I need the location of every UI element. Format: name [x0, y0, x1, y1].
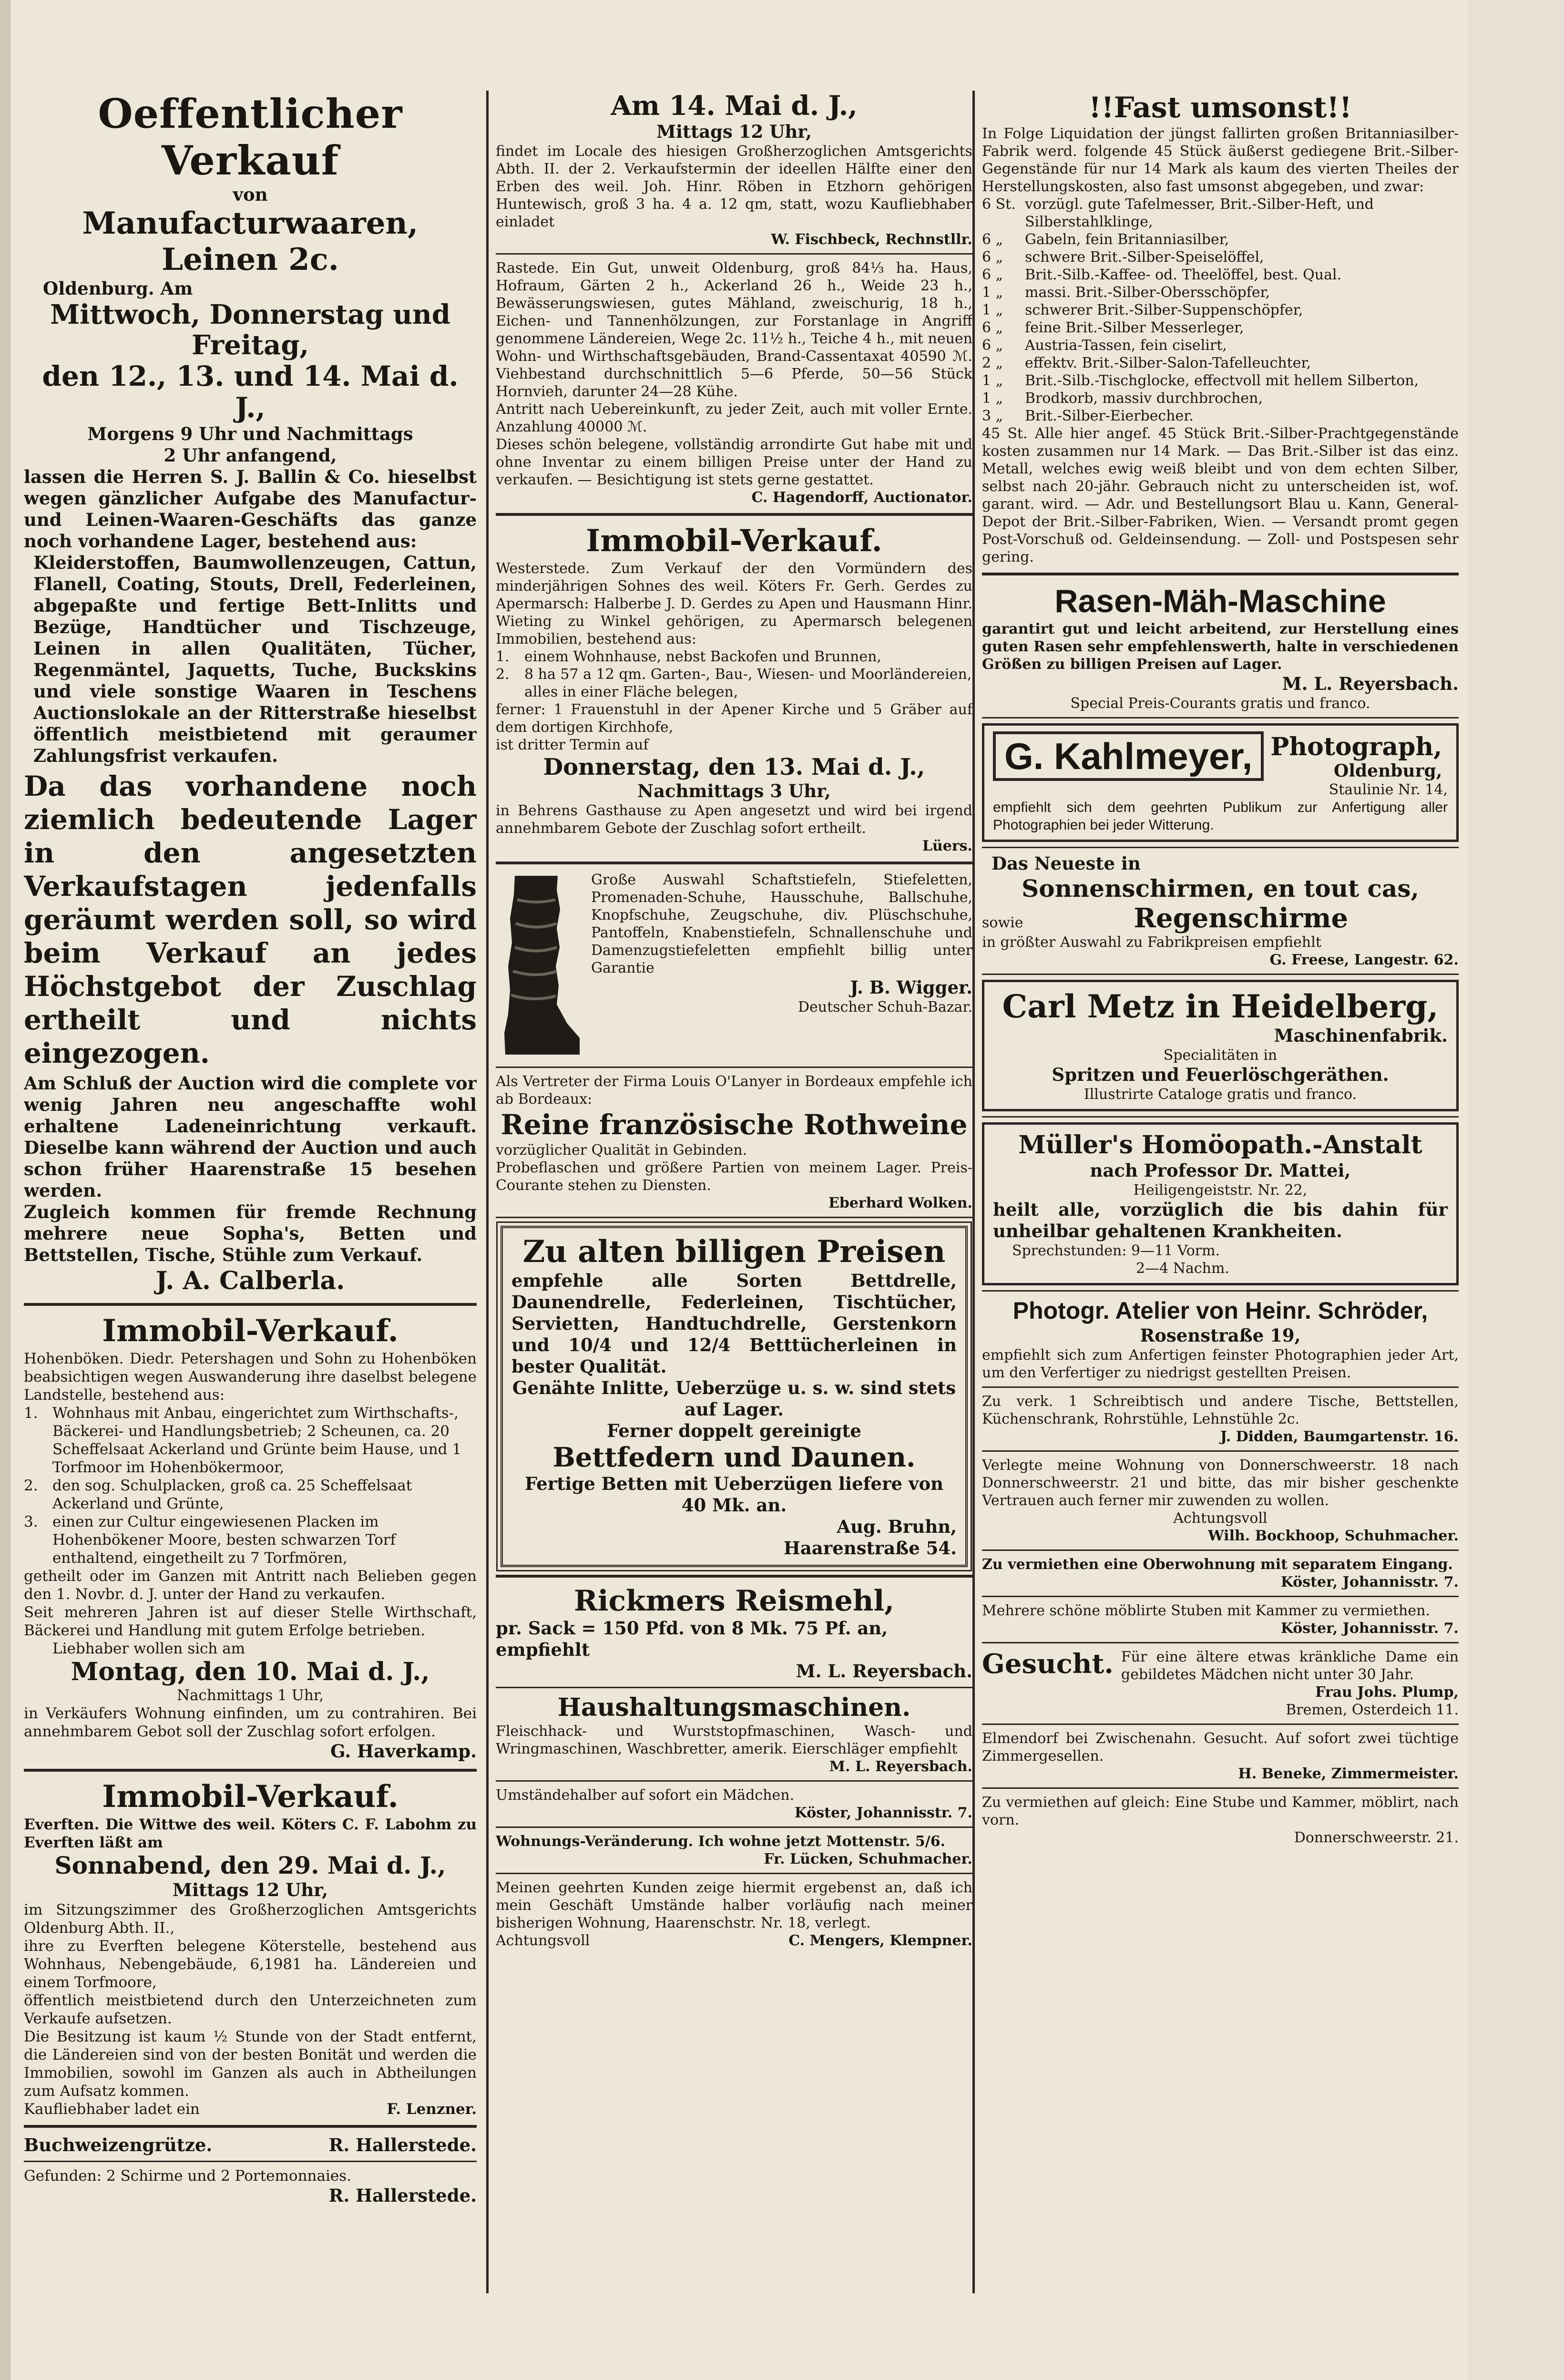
ad-signature: Köster, Johannisstr. 7.	[1280, 1620, 1459, 1637]
column-rule	[972, 91, 975, 2293]
ad-big-text: Bettfedern und Daunen.	[552, 1442, 916, 1473]
ad-body: In Folge Liquidation der jüngst fallirten großen Britanniasilber-Fabrik werd. folgende 45 Stück äußerst gediegene Brit.-Silber-Gegenstände für nur 14 Mark als kaum des vierten Theiles der Herstellungskosten, also fast umsonst abgegeben, und zwar:	[982, 125, 1459, 195]
list-item: 2 „ effektv. Brit.-Silber-Salon-Tafelleuchter,	[982, 355, 1311, 371]
ad-body: lassen die Herren S. J. Ballin & Co. hieselbst wegen gänzlicher Aufgabe des Manufactur- und Leinen-Waaren-Geschäfts das ganze noch vorhandene Lager, bestehend aus:	[24, 466, 477, 552]
ad-signature: Lüers.	[922, 838, 972, 854]
ad-body: Seit mehreren Jahren ist auf dieser Stelle Wirthschaft, Bäckerei und Handlung mit gutem Erfolge betrieben.	[24, 1604, 477, 1639]
ad-body: empfiehlt sich zum Anfertigen feinster Photographien jeder Art, um den Verfertiger zu niedrigst gestellten Preisen.	[982, 1347, 1459, 1381]
ad-separator	[982, 1450, 1459, 1452]
ad-title: Haushaltungsmaschinen.	[557, 1693, 911, 1722]
ad-signature: Köster, Johannisstr. 7.	[1280, 1574, 1459, 1590]
ad-text: Achtungsvoll	[1173, 1510, 1268, 1527]
ad-gesucht-maedchen	[982, 1648, 1459, 1719]
binding-edge	[0, 0, 10, 2380]
ad-gefunden	[24, 2167, 477, 2206]
ad-title: Zu alten billigen Preisen	[522, 1234, 946, 1270]
ad-stube-kammer	[982, 1794, 1459, 1847]
ad-body: Rastede. Ein Gut, unweit Oldenburg, groß 84⅓ ha. Haus, Hofraum, Gärten 2 h., Ackerland 26 h., Weide 23 h., Bewässerungswiesen, gutes Mähland, zweischurig, 18 h., Eichen- und Tannenhölzungen, zur Forstanlage in Angriff genommene Ländereien, Wege 2c. 11½ h., Teiche 4 h., mit neuen Wohn- und Wirthschaftsgebäuden, Brand-Cassentaxat 40590 ℳ. Viehbestand durchschnittlich 5—6 Pferde, 50—56 Stück Hornvieh, darunter 24—28 Kühe.	[496, 260, 972, 400]
ad-dates: den 12., 13. und 14. Mai d. J.,	[42, 360, 459, 424]
ad-hours: Sprechstunden: 9—11 Vorm.	[1012, 1242, 1220, 1259]
ad-moebel-verkauf	[982, 1393, 1459, 1446]
page-margin	[1468, 0, 1564, 2380]
ad-subtitle: nach Professor Dr. Mattei,	[1090, 1160, 1351, 1181]
business-name: G. Kahlmeyer,	[993, 731, 1264, 781]
ad-rastede-gut	[496, 259, 972, 506]
ad-signature: J. B. Wigger.	[850, 977, 972, 998]
ad-signature: M. L. Reyersbach.	[1282, 673, 1459, 694]
ad-separator	[496, 1575, 972, 1578]
ad-body: empfehle alle Sorten Bettdrelle, Daunendrelle, Federleinen, Tischtücher, Servietten, Handtuchdrelle, Gerstenkorn und 10/4 und 12/4 Betttücherleinen in bester Qualität.	[511, 1270, 957, 1377]
ad-address: Haarenstraße 54.	[783, 1538, 957, 1559]
list-item: 1 „ Brit.-Silb.-Tischglocke, effectvoll mit hellem Silberton,	[982, 372, 1419, 389]
ad-buchweizen: Buchweizengrütze. R. Hallerstede.	[24, 2134, 477, 2155]
ad-separator	[496, 253, 972, 255]
ad-body: Fleischhack- und Wurststopfmaschinen, Wasch- und Wringmaschinen, Waschbretter, amerik. Eierschläger empfiehlt	[496, 1723, 972, 1757]
ad-separator	[982, 1549, 1459, 1551]
list-item: 2. den sog. Schulplacken, groß ca. 25 Scheffelsaat Ackerland und Grünte,	[24, 1477, 412, 1512]
ad-kahlmeyer-photograph	[982, 723, 1459, 842]
ad-body: im Sitzungszimmer des Großherzoglichen Amtsgerichts Oldenburg Abth. II.,	[24, 1901, 477, 1937]
ad-body: Umständehalber auf sofort ein Mädchen.	[496, 1787, 795, 1804]
ad-body: Kleiderstoffen, Baumwollenzeugen, Cattun, Flanell, Coating, Stouts, Drell, Federleinen, abgepaßte und fertige Bett-Inlitts und Bezüge, Handtücher und Tischzeuge, Leinen in allen Qualitäten, Tücher, Regenmäntel, Jaquetts, Tuche, Buckskins und viele sonstige Waaren in Teschens Auctionslokale an der Ritterstraße hieselbst öffentlich meistbietend mit geraumer Zahlungsfrist verkaufen.	[33, 552, 477, 766]
ad-date: Sonnabend, den 29. Mai d. J.,	[54, 1851, 446, 1879]
ad-wohnungs-veraenderung	[496, 1833, 972, 1868]
ad-haushaltungsmaschinen	[496, 1693, 972, 1775]
ad-manufactur-auction	[24, 91, 477, 1296]
ad-title: Rasen-Mäh-Maschine	[1054, 583, 1386, 619]
ad-address: Heiligengeiststr. Nr. 22,	[1133, 1182, 1308, 1199]
ad-text: sowie	[982, 914, 1023, 931]
ad-body: garantirt gut und leicht arbeitend, zur Herstellung eines guten Rasen sehr empfehlenswerth, halte in verschiedenen Größen zu billigen Preisen auf Lager.	[982, 621, 1459, 673]
ad-separator	[982, 974, 1459, 975]
ad-signature: W. Fischbeck, Rechnstllr.	[771, 231, 972, 248]
ad-title: Photogr. Atelier von Heinr. Schröder,	[1012, 1297, 1428, 1324]
item-list	[24, 1404, 477, 1567]
list-item: 6 „ schwere Brit.-Silber-Speiselöffel,	[982, 249, 1264, 266]
ad-body: Dieses schön belegene, vollständig arrondirte Gut habe mit und ohne Inventar zu einem billigen Preise unter der Hand zu verkaufen. — Besichtigung ist stets gerne gestattet.	[496, 436, 972, 488]
list-item: 1 „ schwerer Brit.-Silber-Suppenschöpfer,	[982, 302, 1303, 318]
ad-wohnung-verlegt	[982, 1457, 1459, 1545]
ad-separator	[496, 862, 972, 864]
business-role: Photograph,	[1270, 732, 1442, 761]
ad-signature: Köster, Johannisstr. 7.	[794, 1805, 972, 1821]
ad-time: Nachmittags 1 Uhr,	[176, 1687, 324, 1704]
ad-carl-metz	[982, 980, 1459, 1111]
list-item: 6 St. vorzügl. gute Tafelmesser, Brit.-Silber-Heft, und Silberstahlklinge,	[982, 196, 1374, 230]
ad-text: Specialitäten in	[1163, 1047, 1278, 1064]
ad-britannia-silber	[982, 91, 1459, 566]
ad-separator	[496, 513, 972, 516]
ad-body: Hohenböken. Diedr. Petershagen und Sohn zu Hohenböken beabsichtigen wegen Auswanderung ihre daselbst belegene Landstelle, bestehend aus:	[24, 1350, 477, 1404]
ad-atelier-schroeder	[982, 1296, 1459, 1382]
ad-title: Immobil-Verkauf.	[102, 1313, 399, 1349]
ad-body: empfiehlt sich dem geehrten Publikum zur Anfertigung aller Photographien bei jeder Witterung.	[993, 800, 1448, 833]
ad-big-text: Da das vorhandene noch ziemlich bedeutende Lager in den angesetzten Verkaufstagen jedenfalls geräumt werden soll, so wird beim Verkauf an jedes Höchstgebot der Zuschlag ertheilt und nichts eingezogen.	[24, 770, 477, 1069]
ad-body: Westerstede. Zum Verkauf der den Vormündern des minderjährigen Sohnes des weil. Köters Fr. Gerh. Gerdes zu Apermarsch: Halberbe J. D. Gerdes zu Apen und Hausmann Hinr. Wieting zu Winkel gehörigen, zu Apermarsch belegenen Immobilien, bestehend aus:	[496, 560, 972, 647]
ad-immobil-hohenboeken	[24, 1313, 477, 1762]
ad-body: getheilt oder im Ganzen mit Antritt nach Belieben gegen den 1. Novbr. d. J. unter der Hand zu verkaufen.	[24, 1568, 477, 1603]
ad-oberwohnung	[982, 1556, 1459, 1591]
ad-date: Montag, den 10. Mai d. J.,	[71, 1657, 430, 1686]
ad-body: Für eine ältere etwas kränkliche Dame ein gebildetes Mädchen nicht unter 30 Jahr.	[1121, 1649, 1459, 1683]
ad-separator	[982, 1723, 1459, 1725]
ad-immobil-everften	[24, 1778, 477, 2118]
ad-rothweine	[496, 1073, 972, 1212]
ad-text: Am	[160, 278, 193, 299]
ad-bettdrelle-box	[501, 1226, 968, 1567]
list-item: 6 „ Brit.-Silb.-Kaffee- od. Theelöffel, best. Qual.	[982, 267, 1342, 283]
ad-body: Zu verk. 1 Schreibtisch und andere Tische, Bettstellen, Küchenschrank, Rohrstühle, Lehnstühle 2c.	[982, 1393, 1459, 1427]
ad-huntewisch	[496, 91, 972, 248]
ad-signature: Frau Johs. Plump,	[1315, 1684, 1459, 1701]
ad-signature: Fr. Lücken, Schuhmacher.	[764, 1851, 972, 1867]
ad-body: Genähte Inlitte, Ueberzüge u. s. w. sind stets auf Lager.	[512, 1377, 956, 1420]
ad-separator	[982, 573, 1459, 575]
ad-time: 2 Uhr anfangend,	[164, 445, 337, 466]
ad-signature: R. Hallerstede.	[328, 2185, 477, 2206]
ad-signature: H. Beneke, Zimmermeister.	[1238, 1765, 1459, 1782]
ad-separator	[496, 1217, 972, 1218]
ad-separator	[982, 1386, 1459, 1388]
ad-body: Probeflaschen und größere Partien von meinem Lager. Preis-Courante stehen zu Diensten.	[496, 1159, 972, 1194]
ad-body: in Behrens Gasthause zu Apen angesetzt und wird bei irgend annehmbarem Gebote der Zuschlag sofort ertheilt.	[496, 802, 972, 837]
ad-body: Zugleich kommen für fremde Rechnung mehrere neue Sopha's, Betten und Bettstellen, Tische, Stühle zum Verkauf.	[24, 1201, 477, 1265]
ad-address: Rosenstraße 19,	[1140, 1325, 1301, 1346]
ad-separator	[496, 1687, 972, 1688]
list-item: 1. einem Wohnhause, nebst Backofen und Brunnen,	[496, 648, 881, 665]
ad-subtext: Deutscher Schuh-Bazar.	[798, 999, 972, 1016]
ad-body: vorzüglicher Qualität in Gebinden.	[496, 1142, 747, 1159]
ad-title: Carl Metz in Heidelberg,	[1002, 988, 1439, 1025]
ad-body: Zu vermiethen auf gleich: Eine Stube und Kammer, möblirt, nach vorn.	[982, 1794, 1459, 1828]
ad-body: Everften. Die Wittwe des weil. Köters C. F. Labohm zu Everften läßt am	[24, 1816, 477, 1851]
ad-body: 45 St. Alle hier angef. 45 Stück Brit.-Silber-Prachtgegenstände kosten zusammen nur 14 Mark. — Das Brit.-Silber ist das einz. Metall, welches ewig weiß bleibt und von dem echten Silber, selbst nach 20-jähr. Gebrauch nicht zu unterscheiden ist, wof. garant. wird. — Adr. und Bestellungsort Blau u. Kann, General-Depot der Brit.-Silber-Fabriken, Wien. — Versandt promt gegen Post-Vorschuß od. Geldeinsendung. — Zoll- und Postspesen sehr gering.	[982, 425, 1459, 565]
ad-body: Als Vertreter der Firma Louis O'Lanyer in Bordeaux empfehle ich ab Bordeaux:	[496, 1073, 972, 1108]
ad-body: pr. Sack = 150 Pfd. von 8 Mk. 75 Pf. an, empfiehlt	[496, 1618, 888, 1660]
ad-time: Nachmittags 3 Uhr,	[637, 780, 831, 801]
ad-signature-row: Achtungsvoll C. Mengers, Klempner.	[496, 1932, 972, 1949]
ad-body: Meinen geehrten Kunden zeige hiermit ergebenst an, daß ich mein Geschäft Umstände halber vorläufig nach meiner bisherigen Wohnung, Haarenschstr. Nr. 18, verlegt.	[496, 1879, 972, 1931]
ad-body: Wohnungs-Veränderung. Ich wohne jetzt Mottenstr. 5/6.	[496, 1833, 946, 1850]
ad-body: Elmendorf bei Zwischenahn. Gesucht. Auf sofort zwei tüchtige Zimmergesellen.	[982, 1730, 1459, 1764]
ad-text: Das Neueste in	[992, 853, 1141, 874]
ad-signature: G. Freese, Langestr. 62.	[1269, 952, 1459, 968]
ad-title: Regenschirme	[1134, 903, 1349, 934]
list-item: 6 „ feine Brit.-Silber Messerleger,	[982, 319, 1244, 336]
list-item: 1 „ massi. Brit.-Silber-Obersschöpfer,	[982, 284, 1270, 301]
list-item: 1 „ Brodkorb, massiv durchbrochen,	[982, 390, 1263, 407]
list-item: 2. 8 ha 57 a 12 qm. Garten-, Bau-, Wiesen- und Moorländereien, alles in einer Fläche belegen,	[496, 666, 972, 700]
ad-date: Am 14. Mai d. J.,	[611, 91, 858, 122]
ad-body: Die Besitzung ist kaum ½ Stunde von der Stadt entfernt, die Ländereien sind von der besten Bonität und werden die Immobilien, sowohl im Ganzen als auch in Abtheilungen zum Aufsatz kommen.	[24, 2028, 477, 2100]
list-item: 6 „ Gabeln, fein Britanniasilber,	[982, 231, 1229, 248]
ad-title: Sonnenschirmen, en tout cas,	[1022, 874, 1419, 903]
list-item: 6 „ Austria-Tassen, fein ciselirt,	[982, 337, 1227, 354]
ad-body: Liebhaber wollen sich am	[52, 1640, 245, 1657]
ad-signature: Eberhard Wolken.	[828, 1195, 972, 1211]
ad-body: Ferner doppelt gereinigte	[607, 1420, 861, 1441]
ad-title: Reine französische Rothweine	[501, 1108, 968, 1141]
ad-signature: G. Haverkamp.	[330, 1741, 477, 1762]
ad-body: öffentlich meistbietend durch den Unterzeichneten zum Verkaufe aufsetzen.	[24, 1992, 477, 2027]
list-item: 3 „ Brit.-Silber-Eierbecher.	[982, 408, 1194, 424]
ad-date: Donnerstag, den 13. Mai d. J.,	[543, 754, 925, 780]
ad-hours: 2—4 Nachm.	[1136, 1260, 1229, 1277]
ad-body: Mehrere schöne möblirte Stuben mit Kammer zu vermiethen.	[982, 1602, 1430, 1619]
ad-title: Müller's Homöopath.-Anstalt	[1018, 1130, 1422, 1159]
ad-signature-row: Kaufliebhaber ladet ein F. Lenzner.	[24, 2101, 477, 2118]
ad-signature: Aug. Bruhn,	[837, 1516, 957, 1537]
ad-body: ihre zu Everften belegene Köterstelle, bestehend aus Wohnhaus, Nebengebäude, 6,1981 ha. Ländereien und einem Torfmoore,	[24, 1938, 477, 1991]
list-item: 3. einen zur Cultur eingewiesenen Placken im Hohenbökener Moore, besten schwarzen Torf enthaltend, eingetheilt zu 7 Torfmören,	[24, 1513, 396, 1567]
ad-title: Oeffentlicher Verkauf	[98, 91, 403, 184]
ad-body: heilt alle, vorzüglich die bis dahin für unheilbar gehaltenen Krankheiten.	[993, 1199, 1448, 1241]
ad-subtitle: Maschinenfabrik.	[1274, 1025, 1448, 1046]
ad-reismehl	[496, 1584, 972, 1682]
ad-subtitle: Manufacturwaaren, Leinen 2c.	[82, 205, 419, 277]
ad-body: Gefunden: 2 Schirme und 2 Portemonnaies.	[24, 2167, 352, 2185]
ad-body: Zu vermiethen eine Oberwohnung mit separatem Eingang.	[982, 1556, 1453, 1573]
ad-time: Mittags 12 Uhr,	[656, 121, 812, 142]
ad-separator	[496, 1873, 972, 1874]
boot-icon	[496, 871, 582, 1062]
place-name: Oldenburg.	[43, 278, 154, 299]
ad-body: Am Schluß der Auction wird die complete vor wenig Jahren neu angeschaffte wohl erhaltene Ladeneinrichtung verkauft. Dieselbe kann während der Auction und auch schon früher Haarenstraße 15 besehen werden.	[24, 1073, 477, 1201]
ad-title: Gesucht.	[982, 1648, 1114, 1680]
list-item: 1. Wohnhaus mit Anbau, eingerichtet zum Wirthschafts-, Bäckerei- und Handlungsbetrieb; 2 Scheunen, ca. 20 Scheffelsaat Ackerland und Grünte beim Hause, und 1 Torfmoor im Hohenbökermoor,	[24, 1405, 462, 1476]
ad-title: Immobil-Verkauf.	[586, 523, 882, 559]
column-3	[982, 91, 1459, 1847]
ad-signature: C. Hagendorff, Auctionator.	[751, 489, 972, 506]
ad-homoeopath-anstalt	[982, 1122, 1459, 1285]
ad-signature: Wilh. Bockhoop, Schuhmacher.	[1208, 1528, 1459, 1544]
ad-body: Verlegte meine Wohnung von Donnerschweerstr. 18 nach Donnerschweerstr. 21 und bitte, das mir bisher geschenkte Vertrauen auch ferner mir zuwenden zu wollen.	[982, 1457, 1459, 1509]
ad-separator	[982, 1642, 1459, 1643]
ad-address: Donnerschweerstr. 21.	[1294, 1829, 1459, 1846]
ad-subtext: Special Preis-Courants gratis und franco.	[1070, 695, 1370, 712]
ad-body: ist dritter Termin auf	[496, 737, 649, 753]
ad-maedchen	[496, 1786, 972, 1822]
column-1	[24, 91, 477, 2206]
ad-moeblirte-stuben	[982, 1602, 1459, 1637]
ad-sonnenschirme	[982, 853, 1459, 969]
column-rule	[486, 91, 489, 2293]
ad-signature: M. L. Reyersbach.	[796, 1661, 972, 1682]
ad-separator	[24, 2125, 477, 2128]
ad-schuh-bazar	[496, 871, 972, 1062]
ad-text: von	[233, 184, 268, 205]
ad-signature: J. A. Calberla.	[155, 1266, 345, 1295]
ad-separator	[496, 1826, 972, 1828]
ad-body: in Verkäufers Wohnung einfinden, um zu contrahiren. Bei annehmbarem Gebot soll der Zuschlag sofort erfolgen.	[24, 1705, 477, 1740]
ad-separator	[496, 1780, 972, 1782]
ad-rasen-maeh-maschine	[982, 582, 1459, 712]
ad-separator	[982, 717, 1459, 718]
ad-separator	[24, 1303, 477, 1306]
ad-header	[993, 731, 1448, 781]
ad-text: Illustrirte Cataloge gratis und franco.	[1084, 1086, 1357, 1103]
ad-body: findet im Locale des hiesigen Großherzoglichen Amtsgerichts Abth. II. der 2. Verkaufstermin der ideellen Hälfte einer den Erben des weil. Joh. Hinr. Röben in Etzhorn gehörigen Huntewisch, groß 3 ha. 4 a. 12 qm, statt, wozu Kaufliebhaber einladet	[496, 143, 972, 230]
business-city: Oldenburg,	[1333, 761, 1442, 781]
ad-signature: M. L. Reyersbach.	[829, 1758, 972, 1775]
ad-signature: J. Didden, Baumgartenstr. 16.	[1220, 1428, 1459, 1445]
item-list	[982, 195, 1459, 425]
ad-body: in größter Auswahl zu Fabrikpreisen empfiehlt	[982, 934, 1321, 951]
ad-separator	[982, 1116, 1459, 1118]
ad-zimmergesellen	[982, 1730, 1459, 1783]
ad-title: Rickmers Reismehl,	[573, 1584, 895, 1618]
ad-days: Mittwoch, Donnerstag und Freitag,	[50, 299, 450, 361]
ad-title: Immobil-Verkauf.	[102, 1779, 399, 1815]
ad-separator	[982, 1596, 1459, 1597]
ad-separator	[24, 2161, 477, 2162]
ad-separator	[982, 847, 1459, 848]
ad-body: ferner: 1 Frauenstuhl in der Apener Kirche und 5 Gräber auf dem dortigen Kirchhofe,	[496, 701, 972, 736]
ad-text: Spritzen und Feuerlöschgeräthen.	[1052, 1064, 1389, 1085]
ad-time: Morgens 9 Uhr und Nachmittags	[87, 423, 413, 444]
ad-title: !!Fast umsonst!!	[1089, 91, 1352, 124]
ad-separator	[496, 1067, 972, 1068]
ad-address: Staulinie Nr. 14,	[1329, 781, 1448, 798]
ad-address: Bremen, Osterdeich 11.	[1286, 1702, 1459, 1718]
ad-separator	[24, 1769, 477, 1772]
column-2	[496, 91, 972, 1949]
ad-body: Große Auswahl Schaftstiefeln, Stiefeletten, Promenaden-Schuhe, Hausschuhe, Ballschuhe, Knopfschuhe, Zeugschuhe, div. Plüschschuhe, Pantoffeln, Knabenstiefeln, Schnallenschuhe und Damenzugstiefeletten empfiehlt billig unter Garantie	[591, 872, 972, 976]
ad-time: Mittags 12 Uhr,	[173, 1879, 328, 1900]
ad-separator	[982, 1290, 1459, 1292]
ad-body: Antritt nach Uebereinkunft, zu jeder Zeit, auch mit voller Ernte. Anzahlung 40000 ℳ.	[496, 401, 972, 435]
ad-separator	[982, 1787, 1459, 1789]
ad-geschaeft-verlegt	[496, 1879, 972, 1949]
ad-immobil-westerstede	[496, 523, 972, 855]
ad-body: Fertige Betten mit Ueberzügen liefere von 40 Mk. an.	[524, 1473, 944, 1516]
